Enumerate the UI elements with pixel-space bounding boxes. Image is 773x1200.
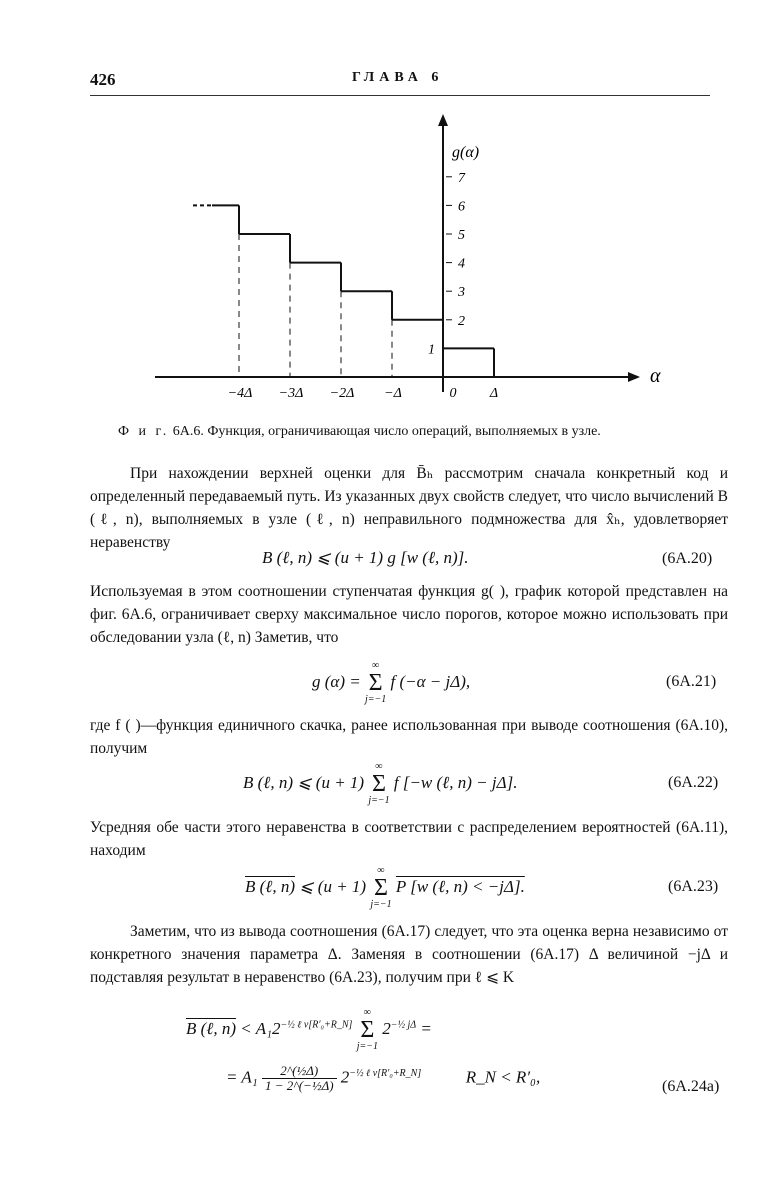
x-ticks	[228, 386, 498, 401]
equation-6a23	[245, 866, 525, 910]
eq21-left: g (α) =	[312, 671, 361, 691]
y-tick-label: 7	[458, 170, 465, 186]
eq24b-exp: −½ ℓ v[R′₀+R_N]	[349, 1068, 422, 1080]
paragraph-4: Усредняя обе части этого неравенства в соответствии с распределением вероятностей (6А.11), находим	[90, 819, 728, 859]
eq24a-term: 2	[382, 1018, 391, 1038]
header-rule	[90, 95, 710, 96]
y-tick-label: 1	[428, 342, 435, 358]
eq21-right: f (−α − jΔ),	[390, 671, 471, 691]
caption-prefix: Ф и г.	[118, 424, 170, 439]
eq24b-A: = A₁	[226, 1067, 258, 1087]
x-axis-label: α	[650, 365, 661, 387]
x-tick-label: −Δ	[384, 386, 402, 401]
equation-6a24a-line1	[186, 1008, 432, 1052]
x-tick-label: −2Δ	[329, 386, 355, 401]
sum-symbol: ∞ Σ j=−1	[368, 761, 390, 806]
equation-number-6a21: (6А.21)	[666, 673, 717, 690]
step-function-figure	[0, 100, 773, 420]
y-tick-label: 6	[458, 199, 465, 215]
eq24a-exp2: −½ jΔ	[390, 1019, 417, 1031]
x-axis-arrow	[628, 372, 640, 382]
y-tick-label: 3	[458, 285, 465, 301]
x-tick-label: −4Δ	[227, 386, 253, 401]
y-axis-arrow	[438, 114, 448, 126]
eq22-left: B (ℓ, n) ⩽ (u + 1)	[243, 772, 365, 792]
y-axis-label: g(α)	[452, 144, 480, 161]
guide-lines	[239, 234, 443, 377]
eq24a-exp1: −½ ℓ v[R′₀+R_N]	[280, 1019, 353, 1031]
x-tick-label: −3Δ	[278, 386, 304, 401]
eq23-mid: ⩽ (u + 1)	[299, 876, 367, 896]
eq22-right: f [−w (ℓ, n) − jΔ].	[393, 772, 518, 792]
equation-6a24a-line2	[226, 1064, 540, 1094]
sum-symbol: ∞ Σ j=−1	[370, 865, 392, 910]
eq23-right: P [w (ℓ, n) < −jΔ].	[395, 876, 525, 896]
eq24a-equals: =	[420, 1018, 432, 1038]
y-tick-label: 5	[458, 228, 465, 243]
equation-6a21	[312, 661, 470, 705]
paragraph-3: где f ( )—функция единичного скачка, ранее использованная при выводе соотношения (6А.10), получим	[90, 717, 728, 757]
caption-text: 6А.6. Функция, ограничивающая число операций, выполняемых в узле.	[172, 424, 601, 439]
x-tick-label: 0	[449, 386, 457, 401]
paragraph-5: Заметим, что из вывода соотношения (6А.17) следует, что эта оценка верна независимо от конкретного значения параметра Δ. Заменяя в соотношении (6А.17) Δ величиной −jΔ и подставляя результат в неравенство (6А.23), получим при ℓ ⩽ K	[90, 923, 728, 986]
equation-number-6a22: (6А.22)	[668, 774, 719, 791]
sum-symbol: ∞ Σ j=−1	[364, 660, 387, 705]
eq24a-part1: < A₁2	[240, 1018, 281, 1038]
eq24a-lhs: B (ℓ, n)	[186, 1018, 237, 1038]
eq23-lhs: B (ℓ, n)	[245, 876, 296, 896]
eq24b-fraction: $\frac{\text{2\textasciicircum{}(½Δ)}}{\text{1 − 2\textasciicircum{}(−½Δ)}}$	[262, 1064, 337, 1094]
chapter-title: ГЛАВА 6	[352, 70, 444, 85]
equation-number-6a20: (6А.20)	[662, 550, 713, 567]
equation-6a22	[243, 762, 517, 806]
figure-caption	[118, 424, 601, 440]
paragraph-2: Используемая в этом соотношении ступенчатая функция g( ), график которой представлен на фиг. 6А.6, ограничивает сверху максимальное число порогов, которое можно использовать при обследовании узла (ℓ, n) Заметив, что	[90, 583, 728, 646]
paragraph-1: При нахождении верхней оценки для B̄ₕ рассмотрим сначала конкретный код и определенный передаваемый путь. Из указанных двух свойств следует, что число вычислений B (ℓ, n), выполняемых в узле (ℓ, n) неправильного подмножества для x̂ₕ, удовлетворяет неравенству	[90, 465, 728, 551]
equation-number-6a24a: (6А.24а)	[662, 1078, 720, 1095]
eq24b-term: 2	[340, 1067, 350, 1087]
page-number: 426	[90, 70, 116, 89]
equation-6a20: B (ℓ, n) ⩽ (u + 1) g [w (ℓ, n)].	[262, 548, 469, 567]
equation-number-6a23: (6А.23)	[668, 878, 719, 895]
sum-symbol: ∞ Σ j=−1	[356, 1007, 378, 1052]
y-tick-label: 4	[458, 256, 465, 272]
eq24b-condition: R_N < R′₀,	[465, 1067, 541, 1087]
y-tick-label: 2	[458, 313, 465, 329]
x-tick-label: Δ	[489, 386, 499, 401]
y-ticks	[428, 171, 466, 358]
